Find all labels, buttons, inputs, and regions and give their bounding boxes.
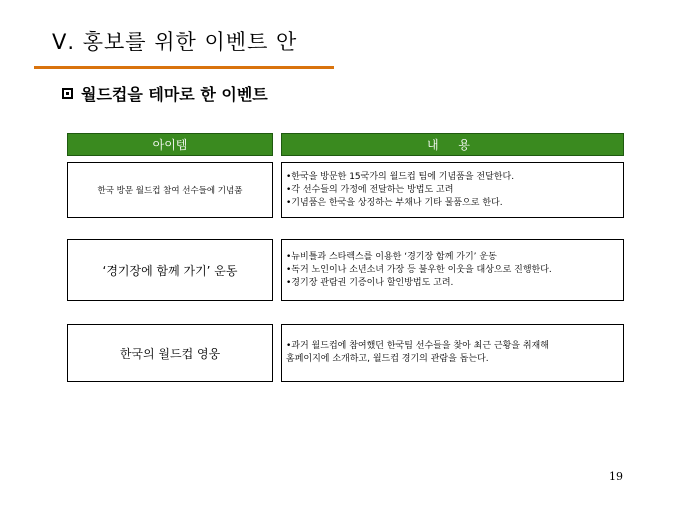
content-line: •뉴비틀과 스타렉스를 이용한 ‘경기장 함께 가기’ 운동 [286,251,497,262]
row-item-souvenirs: 한국 방문 월드컵 참여 선수들에 기념품 [67,162,273,218]
content-line: •한국을 방문한 15국가의 월드컵 팀에 기념품을 전달한다. [286,171,515,182]
content-line: •과거 월드컵에 참여했던 한국팀 선수들을 찾아 최근 근황을 취재해 [286,341,549,351]
content-line: •독거 노인이나 소년소녀 가장 등 불우한 이웃을 대상으로 진행한다. [286,264,552,275]
row-item-worldcup-heroes: 한국의 월드컵 영웅 [67,324,273,382]
row-content-stadium-campaign [281,239,624,301]
row-content-worldcup-heroes [281,324,624,382]
content-line: 홈페이지에 소개하고, 월드컵 경기의 관람을 돕는다. [286,354,489,364]
square-bullet-icon [62,88,73,99]
row-content-souvenirs [281,162,624,218]
subtitle-text: 월드컵을 테마로 한 이벤트 [81,85,268,104]
page-number: 19 [609,470,623,483]
content-line: •기념품은 한국을 상징하는 부채나 기타 물품으로 한다. [286,197,503,208]
slide-title: Ⅴ. 홍보를 위한 이벤트 안 [52,30,298,54]
content-line: •경기장 관람권 기증이나 할인방법도 고려. [286,277,454,288]
title-underline [34,66,334,69]
section-subtitle [62,82,268,105]
row-item-stadium-campaign: ‘경기장에 함께 가기’ 운동 [67,239,273,301]
header-content: 내 용 [281,133,624,156]
content-line: •각 선수들의 가정에 전달하는 방법도 고려 [286,184,454,195]
header-item: 아이템 [67,133,273,156]
